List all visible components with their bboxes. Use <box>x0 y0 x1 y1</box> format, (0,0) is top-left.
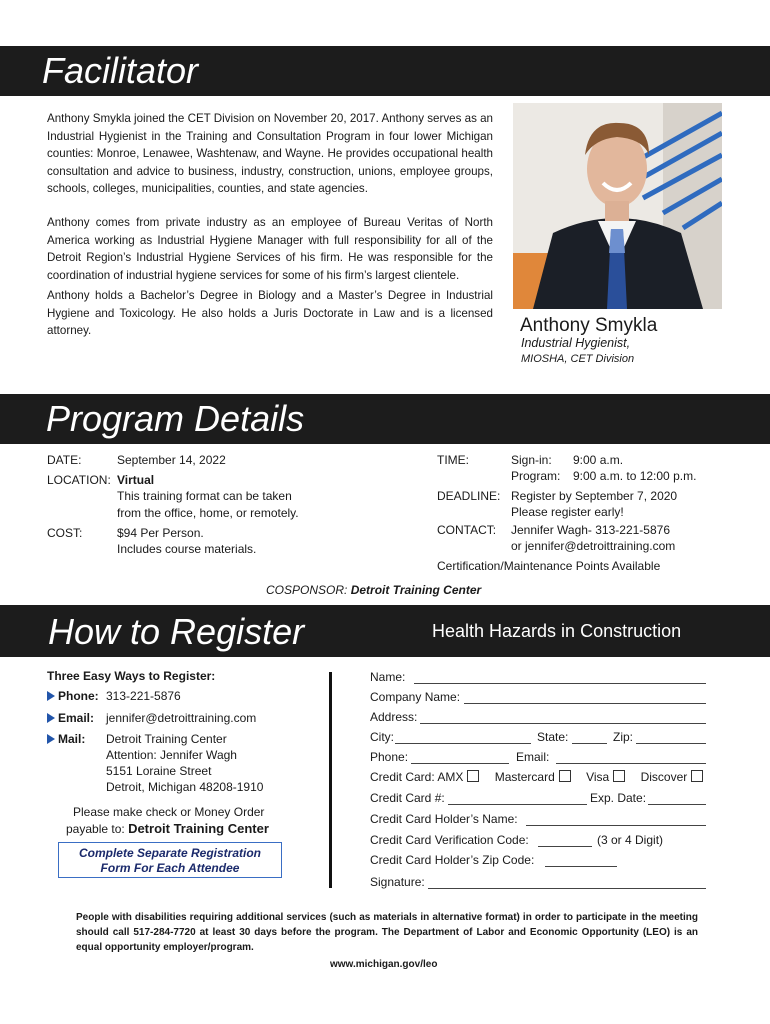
signature-field[interactable] <box>428 888 706 889</box>
phone-method-label: Phone: <box>58 689 99 703</box>
facilitator-heading: Facilitator <box>42 50 199 91</box>
card-number-field[interactable] <box>448 804 587 805</box>
facilitator-bio-paragraph-3: Anthony holds a Bachelor’s Degree in Biology and a Master’s Degree in Industrial Hygiene and Toxicology. He also holds a Juris Doctorate in Law and is a licensed attorney. <box>47 289 493 338</box>
contact-label: CONTACT: <box>437 523 497 537</box>
deadline-note: Please register early! <box>511 505 624 519</box>
check-line-1: Please make check or Money Order <box>73 805 265 819</box>
mastercard-label: Mastercard <box>494 770 555 784</box>
contact-value: Jennifer Wagh- 313-221-5876 <box>511 523 670 537</box>
address-field[interactable] <box>420 723 706 724</box>
exp-date-label: Exp. Date: <box>590 791 647 805</box>
phone-method <box>47 688 99 704</box>
cost-value: $94 Per Person. <box>117 526 204 540</box>
program-time-label: Program: <box>511 469 561 483</box>
company-field[interactable] <box>464 703 706 704</box>
city-field[interactable] <box>395 743 531 744</box>
contact-email: or jennifer@detroittraining.com <box>511 539 676 553</box>
footer-url[interactable]: www.michigan.gov/leo <box>330 959 438 970</box>
zip-field[interactable] <box>636 743 706 744</box>
email-method <box>47 710 94 726</box>
register-header-band <box>0 605 770 657</box>
phone-label: Phone: <box>370 750 409 764</box>
register-divider <box>329 672 332 888</box>
form-note-line-2: Form For Each Attendee <box>100 861 240 875</box>
state-label: State: <box>537 730 569 744</box>
company-label: Company Name: <box>370 690 461 704</box>
certification-note: Certification/Maintenance Points Available <box>437 559 661 573</box>
deadline-value: Register by September 7, 2020 <box>511 489 678 503</box>
address-label: Address: <box>370 710 418 724</box>
location-label: LOCATION: <box>47 473 111 487</box>
amx-checkbox[interactable] <box>467 770 479 782</box>
check-line-2 <box>66 821 269 837</box>
verification-field[interactable] <box>538 846 592 847</box>
card-number-label: Credit Card #: <box>370 791 445 805</box>
date-value: September 14, 2022 <box>117 453 226 467</box>
form-note-box <box>58 842 282 878</box>
holder-zip-field[interactable] <box>545 866 617 867</box>
facilitator-title-line2: MIOSHA, CET Division <box>521 353 635 365</box>
location-note-1: This training format can be taken <box>117 489 292 503</box>
holder-zip-label: Credit Card Holder’s Zip Code: <box>370 853 535 867</box>
facilitator-bio-paragraph-2: Anthony comes from private industry as an employee of Bureau Veritas of North America working as Industrial Hygiene Manager with full responsibility for all of the Detroit Region’s Industrial Hygiene Services of his firm. He was responsible for the coordination of industrial hygiene services for some of his firm’s largest clientele. <box>47 216 493 282</box>
program-time-value: 9:00 a.m. to 12:00 p.m. <box>573 469 697 483</box>
program-heading: Program Details <box>46 398 305 439</box>
disability-disclaimer: People with disabilities requiring additional services (such as materials in alternative format) in order to participate in the meeting should call 517-284-7720 at least 30 days before the program. The Department of Labor and Economic Opportunity (LEO) is an equal opportunity employer/program. <box>76 912 698 953</box>
deadline-label: DEADLINE: <box>437 489 501 503</box>
mail-line-4: Detroit, Michigan 48208-1910 <box>106 780 264 794</box>
mail-line-1: Detroit Training Center <box>106 732 227 746</box>
facilitator-title-line1: Industrial Hygienist, <box>521 336 631 350</box>
facilitator-bio-paragraph-1: Anthony Smykla joined the CET Division on November 20, 2017. Anthony serves as an Industrial Hygienist in the Training and Consultation Program in four lower Michigan counties: Monroe, Lenawee, Washtenaw, and Wayne. He provides occupational health consultation and advice to business, industry, construction, unions, employee groups, schools, colleges, municipalities, counties, and state agencies. <box>47 112 493 196</box>
visa-label: Visa <box>586 770 610 784</box>
cosponsor-line <box>266 583 481 597</box>
discover-checkbox[interactable] <box>691 770 703 782</box>
course-title: Health Hazards in Construction <box>432 621 682 641</box>
mail-line-3: 5151 Loraine Street <box>106 764 212 778</box>
facilitator-photo <box>513 103 722 309</box>
credit-card-amx-label: Credit Card: AMX <box>370 770 464 784</box>
arrow-right-icon <box>47 734 55 744</box>
cost-note: Includes course materials. <box>117 542 257 556</box>
email-method-value[interactable]: jennifer@detroittraining.com <box>106 711 257 725</box>
signature-label: Signature: <box>370 875 425 889</box>
cost-label: COST: <box>47 526 83 540</box>
exp-date-field[interactable] <box>648 804 706 805</box>
email-field[interactable] <box>556 763 706 764</box>
name-field[interactable] <box>414 683 706 684</box>
form-note-line-1: Complete Separate Registration <box>78 846 262 860</box>
name-label: Name: <box>370 670 406 684</box>
city-label: City: <box>370 730 394 744</box>
mail-method <box>47 731 85 747</box>
discover-label: Discover <box>640 770 688 784</box>
state-field[interactable] <box>572 743 607 744</box>
facilitator-name: Anthony Smykla <box>520 315 658 336</box>
register-heading: How to Register <box>48 611 305 652</box>
arrow-right-icon <box>47 713 55 723</box>
program-header-band <box>0 394 770 444</box>
holder-name-field[interactable] <box>526 825 706 826</box>
holder-name-label: Credit Card Holder’s Name: <box>370 812 518 826</box>
check-line-2-text: payable to: <box>66 822 125 836</box>
email-label: Email: <box>516 750 550 764</box>
signin-value: 9:00 a.m. <box>573 453 624 467</box>
ways-title: Three Easy Ways to Register: <box>47 669 216 683</box>
phone-field[interactable] <box>411 763 509 764</box>
time-label: TIME: <box>437 453 469 467</box>
mastercard-checkbox[interactable] <box>559 770 571 782</box>
signin-label: Sign-in: <box>511 453 552 467</box>
cosponsor-label: COSPONSOR: <box>266 583 348 597</box>
zip-label: Zip: <box>613 730 634 744</box>
mail-line-2: Attention: Jennifer Wagh <box>106 748 237 762</box>
location-value: Virtual <box>117 473 155 487</box>
date-label: DATE: <box>47 453 82 467</box>
visa-checkbox[interactable] <box>613 770 625 782</box>
cosponsor-value: Detroit Training Center <box>350 583 482 597</box>
location-note-2: from the office, home, or remotely. <box>117 506 299 520</box>
credit-card-row <box>370 769 703 785</box>
facilitator-header-band <box>0 46 770 96</box>
phone-method-value[interactable]: 313-221-5876 <box>106 689 181 703</box>
verification-label: Credit Card Verification Code: <box>370 833 529 847</box>
check-payee: Detroit Training Center <box>128 821 269 836</box>
mail-method-label: Mail: <box>58 732 86 746</box>
email-method-label: Email: <box>58 711 95 725</box>
verification-note: (3 or 4 Digit) <box>597 833 664 847</box>
arrow-right-icon <box>47 691 55 701</box>
